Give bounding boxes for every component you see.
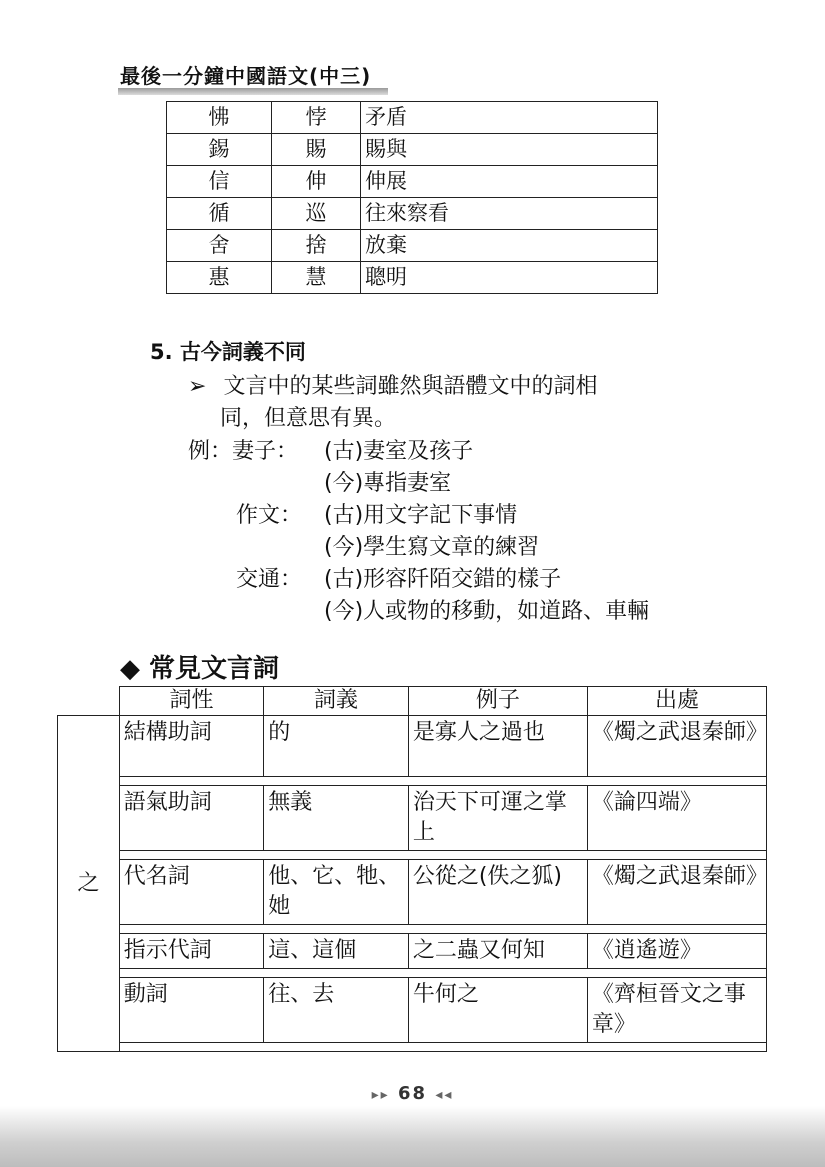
table-cell: 伸 [272, 166, 361, 198]
table-row [167, 230, 658, 262]
table-cell: 《齊桓晉文之事章》 [587, 978, 766, 1043]
spacer-row [58, 777, 767, 786]
table-row [167, 198, 658, 230]
right-arrows-icon: ▸▸ [371, 1087, 390, 1103]
spacer-row [58, 925, 767, 934]
header-cell: 例子 [408, 687, 587, 716]
table-cell: 悖 [272, 102, 361, 134]
table-cell: 巡 [272, 198, 361, 230]
table-cell: 治天下可運之掌上 [408, 786, 587, 851]
example-label: 作文： [236, 503, 303, 528]
left-arrows-icon: ◂◂ [435, 1087, 454, 1103]
table-cell: 往、去 [264, 978, 409, 1043]
table-header-row [58, 687, 767, 716]
example-label: 例：妻子： [188, 439, 299, 464]
example-ancient: (古)妻室及孩子 [324, 439, 474, 464]
table-row [58, 860, 767, 925]
table-cell: 怫 [167, 102, 272, 134]
table-cell: 放棄 [361, 230, 658, 262]
table-cell: 慧 [272, 262, 361, 294]
table-cell: 《燭之武退秦師》 [587, 860, 766, 925]
table-cell: 的 [264, 716, 409, 777]
table-cell: 賜與 [361, 134, 658, 166]
table-cell: 語氣助詞 [119, 786, 264, 851]
table-cell: 循 [167, 198, 272, 230]
common-words-table [57, 686, 767, 1052]
footer-band [0, 1106, 825, 1167]
spacer-row [58, 969, 767, 978]
word-cell: 之 [58, 716, 120, 1052]
table-cell: 捨 [272, 230, 361, 262]
table-cell: 是寡人之過也 [408, 716, 587, 777]
table-cell: 《逍遙遊》 [587, 934, 766, 969]
bullet-text: 文言中的某些詞雖然與語體文中的詞相 [223, 374, 598, 399]
table-cell: 惠 [167, 262, 272, 294]
example-ancient: (古)形容阡陌交錯的樣子 [324, 567, 562, 592]
bullet-text-continued: 同，但意思有異。 [220, 406, 397, 431]
table-cell: 代名詞 [119, 860, 264, 925]
header-cell: 詞義 [264, 687, 409, 716]
bullet-item [188, 369, 597, 400]
example-modern: (今)人或物的移動，如道路、車輛 [324, 599, 650, 624]
table-cell: 《論四端》 [587, 786, 766, 851]
table-row [58, 716, 767, 777]
table-cell: 錫 [167, 134, 272, 166]
example-modern: (今)專指妻室 [324, 471, 452, 496]
table-cell: 信 [167, 166, 272, 198]
table-row [58, 786, 767, 851]
table-cell: 無義 [264, 786, 409, 851]
example-ancient: (古)用文字記下事情 [324, 503, 518, 528]
table-row [58, 934, 767, 969]
arrow-bullet-icon: ➢ [188, 374, 207, 399]
table-cell: 動詞 [119, 978, 264, 1043]
header-cell: 詞性 [119, 687, 264, 716]
table-cell: 結構助詞 [119, 716, 264, 777]
table-cell: 指示代詞 [119, 934, 264, 969]
spacer-row [58, 851, 767, 860]
table-cell: 伸展 [361, 166, 658, 198]
page-header-title: 最後一分鐘中國語文(中三) [120, 64, 372, 88]
table-cell: 《燭之武退秦師》 [587, 716, 766, 777]
table-cell: 賜 [272, 134, 361, 166]
example-label: 交通： [236, 567, 303, 592]
table-cell: 這、這個 [264, 934, 409, 969]
table-cell: 舍 [167, 230, 272, 262]
table-cell: 公從之(佚之狐) [408, 860, 587, 925]
section-title: 5. 古今詞義不同 [150, 340, 306, 364]
table-cell: 牛何之 [408, 978, 587, 1043]
table-cell: 他、它、牠、她 [264, 860, 409, 925]
table-row [58, 978, 767, 1043]
table-cell: 矛盾 [361, 102, 658, 134]
page-number-text: 68 [397, 1083, 428, 1104]
blank-corner [58, 687, 120, 716]
page-number [0, 1083, 825, 1104]
table-cell: 往來察看 [361, 198, 658, 230]
header-underline [118, 88, 388, 95]
character-table [166, 101, 658, 294]
table-row [167, 134, 658, 166]
example-modern: (今)學生寫文章的練習 [324, 535, 540, 560]
spacer-row [58, 1043, 767, 1052]
table-row [167, 262, 658, 294]
header-cell: 出處 [587, 687, 766, 716]
table-cell: 聰明 [361, 262, 658, 294]
table-cell: 之二蟲又何知 [408, 934, 587, 969]
table-row [167, 166, 658, 198]
table-row [167, 102, 658, 134]
common-words-title: ◆ 常見文言詞 [120, 654, 280, 684]
